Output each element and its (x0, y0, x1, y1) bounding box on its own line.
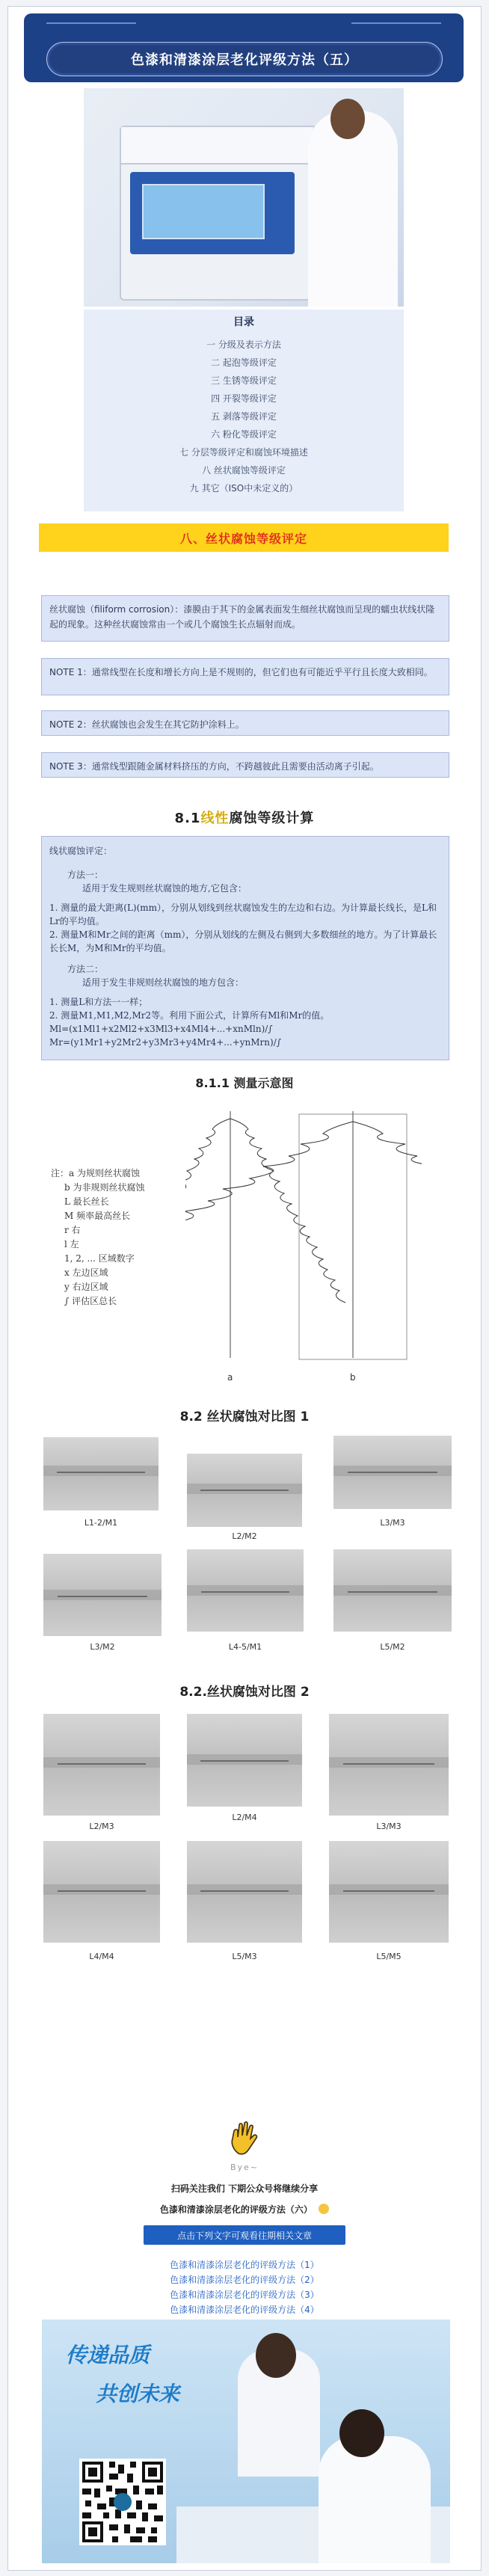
heading-highlight: 线性 (200, 811, 230, 826)
scientist-head (256, 2333, 296, 2378)
past-article-link[interactable]: 色漆和清漆涂层老化的评级方法（1） (170, 2260, 319, 2270)
sample-caption: L3/M3 (380, 1518, 405, 1528)
formula-ml: Ml=(x1Ml1+x2Ml2+x3Ml3+x4Ml4+...+xnMln)/∫ (49, 1024, 273, 1034)
corrosion-sample-image (187, 1841, 302, 1943)
method1-step2: 2. 测量M和Mr之间的距离（mm），分别从划线的左侧及右侧到大多数细丝的地方。为了计算最长长长M，为M和Mr的平均值。 (49, 929, 437, 953)
legend-item: 注：a 为规则丝状腐蚀 (51, 1168, 140, 1178)
corrosion-sample-image (187, 1549, 304, 1632)
footer-banner (42, 2320, 450, 2563)
toc-item[interactable]: 五 剥落等级评定 (211, 411, 277, 422)
smile-icon (319, 2204, 329, 2214)
method-intro: 线状腐蚀评定： (49, 846, 113, 856)
corrosion-sample-image (187, 1454, 302, 1527)
title-box (46, 42, 443, 76)
sample-caption: L4-5/M1 (228, 1642, 262, 1652)
diagram-b-label: b (350, 1372, 356, 1383)
bye-text: Bye~ (230, 2162, 259, 2172)
technician-head (330, 99, 365, 139)
past-articles-button[interactable]: 点击下列文字可观看往期相关文章 (144, 2225, 345, 2245)
page-title: 色漆和清漆涂层老化评级方法（五） (131, 52, 358, 68)
sample-caption: L2/M3 (89, 1822, 114, 1831)
figure-heading: 8.1.1 测量示意图 (195, 1076, 294, 1090)
note-box (41, 710, 449, 736)
legend-item: x 左边区域 (64, 1267, 108, 1278)
section-heading (39, 523, 449, 552)
corrosion-sample-image (43, 1714, 160, 1816)
corrosion-sample-image (43, 1437, 159, 1510)
method-box (41, 836, 449, 1060)
sample-caption: L5/M5 (376, 1952, 402, 1961)
next-issue-label: 色漆和清漆涂层老化的评级方法（六） (159, 2204, 313, 2215)
corrosion-sample-image (333, 1549, 452, 1632)
sample-caption: L2/M4 (232, 1813, 257, 1822)
toc-item[interactable]: 六 粉化等级评定 (211, 429, 277, 440)
definition-text: 丝状腐蚀（filiform corrosion）：漆膜由于其下的金属表面发生细丝状腐蚀而呈现的蠕虫状线状隆起的现象。这种丝状腐蚀常由一个或几个腐蚀生长点辐射而成。 (49, 604, 435, 630)
corrosion-sample-image (329, 1714, 449, 1816)
heading-rest: 腐蚀等级计算 (229, 811, 315, 826)
bye-block (0, 2121, 489, 2172)
sample-caption: L5/M3 (232, 1952, 257, 1961)
toc-item[interactable]: 八 丝状腐蚀等级评定 (202, 465, 286, 476)
note-box (41, 658, 449, 695)
measurement-diagram (185, 1096, 422, 1391)
sample-caption: L5/M2 (380, 1642, 405, 1652)
method2-step1: 1. 测量L和方法一一样； (49, 997, 148, 1007)
legend-item: M 频率最高丝长 (64, 1211, 131, 1221)
scan-follow-text: 扫码关注我们 下期公众号将继续分享 (170, 2183, 319, 2194)
sample-caption: L1-2/M1 (84, 1518, 118, 1528)
qr-code-icon[interactable] (79, 2459, 166, 2545)
toc-item[interactable]: 七 分层等级评定和腐蚀环境描述 (179, 447, 308, 458)
toc-item[interactable]: 九 其它（ISO中未定义的） (189, 483, 298, 494)
toc-item[interactable]: 四 开裂等级评定 (211, 393, 277, 404)
past-article-link[interactable]: 色漆和清漆涂层老化的评级方法（3） (170, 2290, 319, 2300)
waving-hand-icon (228, 2121, 261, 2157)
legend-item: l 左 (64, 1239, 79, 1249)
scientist-illustration (319, 2436, 431, 2563)
sample-caption: L3/M2 (90, 1642, 115, 1652)
method1-desc: 适用于发生规则丝状腐蚀的地方,它包含： (82, 883, 247, 894)
header-deco-line (46, 22, 136, 24)
technician-illustration (308, 111, 398, 307)
method2-step2: 2. 测量M1,M1,M2,Mr2等。利用下面公式，计算所有Ml和Mr的值。 (49, 1010, 330, 1021)
corrosion-sample-image (333, 1436, 452, 1509)
figure-legend (51, 1166, 185, 1309)
corrosion-sample-image (43, 1841, 160, 1943)
sample-caption: L2/M2 (232, 1531, 257, 1541)
toc-item[interactable]: 二 起泡等级评定 (211, 357, 277, 368)
legend-item: b 为非规则丝状腐蚀 (64, 1182, 145, 1193)
definition-box (41, 595, 449, 642)
diagram-b (185, 1111, 422, 1383)
toc-item[interactable]: 一 分级及表示方法 (206, 339, 281, 350)
legend-item: y 右边区域 (64, 1282, 108, 1292)
section-heading-text: 八、丝状腐蚀等级评定 (179, 531, 307, 546)
legend-item: r 右 (64, 1225, 81, 1235)
diagram-a (185, 1111, 345, 1383)
heading-number: 8.1 (174, 811, 201, 826)
test-chamber-illustration (120, 126, 317, 301)
note-text: NOTE 1：通常线型在长度和增长方向上是不规则的，但它们也有可能近乎平行且长度大致相同。 (49, 667, 433, 677)
note-text: NOTE 2：丝状腐蚀也会发生在其它防护涂料上。 (49, 719, 244, 730)
toc-title: 目录 (233, 316, 254, 328)
lab-photo (84, 88, 404, 307)
legend-item: ∫ 评估区总长 (64, 1296, 117, 1306)
header-deco-line (351, 22, 441, 24)
past-article-link[interactable]: 色漆和清漆涂层老化的评级方法（2） (170, 2275, 319, 2285)
comparison-heading: 8.2 丝状腐蚀对比图 1 (179, 1410, 310, 1424)
legend-item: 1, 2, ... 区域数字 (64, 1253, 135, 1264)
table-of-contents (84, 310, 404, 511)
sample-caption: L3/M3 (376, 1822, 402, 1831)
legend-item: L 最长丝长 (64, 1196, 109, 1207)
method2-desc: 适用于发生非规则丝状腐蚀的地方包含： (82, 977, 244, 988)
diagram-a-label: a (227, 1372, 233, 1383)
note-box (41, 752, 449, 778)
formula-mr: Mr=(y1Mr1+y2Mr2+y3Mr3+y4Mr4+...+ynMrn)/∫ (49, 1037, 282, 1048)
banner-slogan: 共创未来 (96, 2382, 180, 2406)
banner-slogan: 传递品质 (66, 2343, 150, 2367)
corrosion-sample-image (187, 1714, 302, 1807)
note-text: NOTE 3：通常线型跟随金属材料挤压的方向，不跨越彼此且需要由活动离子引起。 (49, 761, 379, 772)
method1-step1: 1. 测量的最大距离(L)(mm），分别从划线到丝状腐蚀发生的左边和右边。为计算最长线长，是L和Lr的平均值。 (49, 903, 437, 926)
past-article-link[interactable]: 色漆和清漆涂层老化的评级方法（4） (170, 2305, 319, 2315)
sample-caption: L4/M4 (89, 1952, 114, 1961)
scientist-head (339, 2409, 384, 2457)
corrosion-sample-image (329, 1841, 449, 1943)
toc-item[interactable]: 三 生锈等级评定 (211, 375, 277, 386)
method1-title: 方法一： (67, 870, 104, 880)
article-header (24, 13, 464, 82)
method2-title: 方法二： (67, 964, 104, 974)
corrosion-sample-image (43, 1554, 162, 1636)
comparison-heading: 8.2.丝状腐蚀对比图 2 (179, 1685, 310, 1700)
next-issue-text (0, 2203, 489, 2216)
subsection-heading (0, 808, 489, 827)
